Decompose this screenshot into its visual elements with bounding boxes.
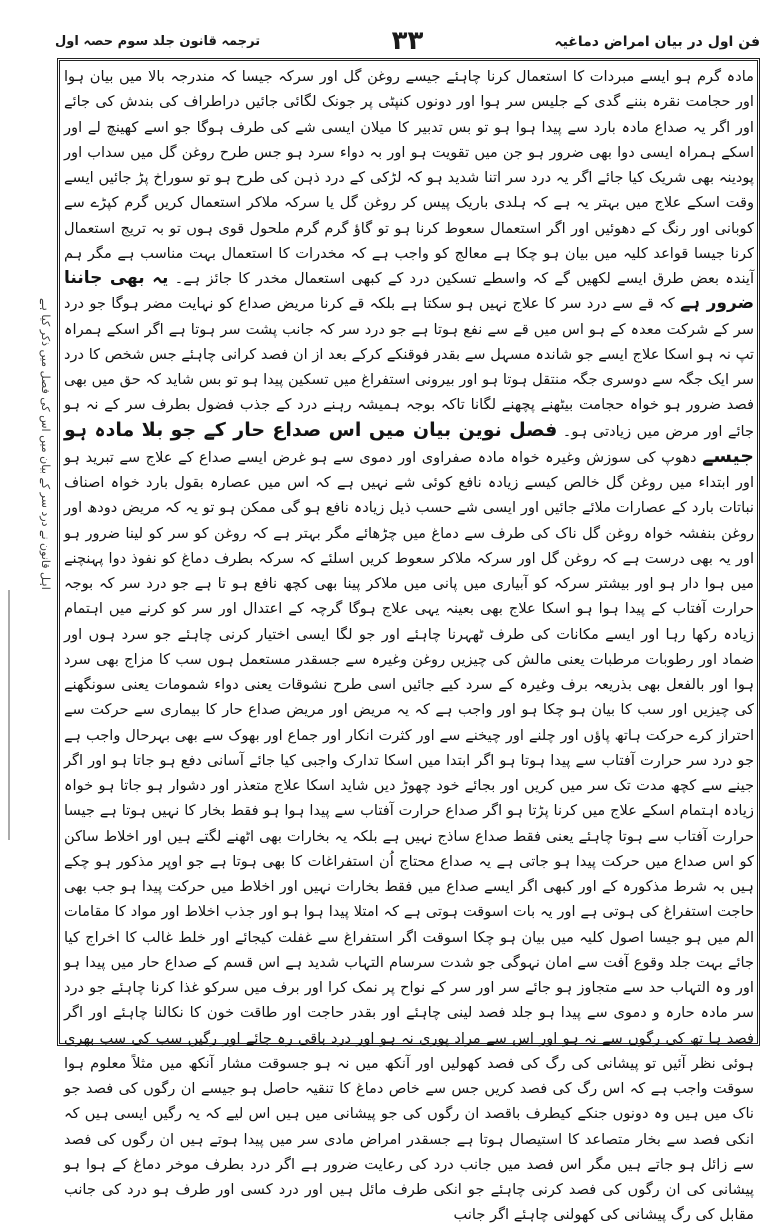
text-run: کہ قے سے درد سر کا علاج نہیں ہو سکتا ہے بلکہ قے کرنا مریض صداع کو نہایت مضر ہوگا جو درد سر کے شرکت معدہ کے ہو اس میں قے سے نفع ہوتا ہے جو درد سر کہ جانب پشت سر ہوتا ہے اگر اسکے ہمراہ تپ نہ ہو اسکا علاج ایسے جو شاندہ مسہل سے بقدر فوقنکے کرکے بعد از ان فصد کرانی چاہئے جس شخص کا درد سر ایک جگہ سے دوسری جگہ منتقل ہوتا ہو اور بیرونی استفراغ میں تسکین پیدا ہو تو بس شاید کہ حق میں بھی فصد ضرور ہو خواہ حجامت بیٹھنے پچھنے لگانا تاکہ بوجہ ہمیشہ رہنے درد کے جذب فضول بطرف سر کے نہ ہو جائے اور مرض میں زیادتی ہو۔: [64, 295, 754, 440]
page-header: [55, 26, 760, 56]
emphasis-phrase: یہ بھی جاننا ضرور ہے: [64, 268, 754, 314]
section-heading: فصل نوین بیان میں اس صداع حار کے جو بلا مادہ ہو جیسے: [64, 418, 754, 467]
page-number: ۳۳: [391, 26, 424, 56]
text-run: مادہ گرم ہو ایسے مبردات کا استعمال کرنا چاہئے جیسے روغن گل اور سرکہ جیسا کہ مندرجہ بالا میں بیان ہوا اور حجامت نقرہ بننے گدی کے جلیس سر ہوا اور دونوں کنپٹی پر جونک لگائی جائیں دراطراف کی بندش کی جائے اور اگر یہ صداع مادہ بارد سے پیدا ہوا ہو تو بس تدبیر کا میلان ایسی شے کی طرف ہوگا جو اسے کھینچ لے اور اسکے ہمراہ ایسی دوا بھی ضرور ہو جن میں تقویت ہو اور بہ دواء سرد ہو جس طرح روغن گل میں سداب اور پودینہ بھی شریک کیا جائے اگر یہ درد سر اتنا شدید ہو کہ لڑکی کے درد ذہن کی طرح ہو تو سوراخ پڑ جائیں ایسے وقت اسکے علاج میں بہتر یہ ہے کہ ہلدی باریک پیس کر روغن گل یا سرکہ ملاکر استعمال کریں گرم کپڑے سے کوبانی اور رنگ کے دھوئیں اور اگر استعمال سعوط کرنا ہو تو گاؤ گرم گرم ملحول قوی ہوں تو بہ تریج استعمال کرنا جیسا قواعد کلیہ میں بیان ہو چکا ہے معالج کو واجب ہے کہ مخدرات کا استعمال بہت مناسب ہے مگر ہم آیندہ بعض طرق ایسے لکھیں گے کہ واسطے تسکین درد کے کبھی استعمال مخدر کا جائز ہے۔: [64, 68, 755, 287]
margin-pencil-mark: [8, 590, 34, 840]
book-title: ترجمہ قانون جلد سوم حصہ اول: [55, 34, 261, 49]
paragraph: [64, 64, 754, 1228]
margin-handwritten-note: اہل قانون نے درد سر کے بیان میں اس کی فصل میں ذکر کیا ہے: [39, 298, 52, 590]
main-text-body: [64, 64, 755, 1224]
chapter-title: فن اول در بیان امراض دماغیہ: [554, 34, 760, 50]
text-run: دھوپ کی سوزش وغیرہ خواہ مادہ صفراوی اور دموی سے ہو غرض ایسے صداع کے علاج سے تبرید ہو اور ابتداء میں روغن گل خالص کیسے زیادہ نافع کوئی شے نہیں ہے کہ اس میں عصارہ بقول بارد خواہ اصناف نباتات بارد کے عصارات ملائے جائیں اور ایسی شے حسب ذیل زیادہ نافع ہو گی ممکن ہو تو یہ کہ مریض دودھ اور روغن بنفشہ خواہ روغن گل ناک کی طرف سے دماغ میں چڑھائے مگر بہتر ہے کہ روغن کو سر کو لینا ضرور ہو اور یہ بھی درست ہے کہ روغن گل اور سرکہ ملاکر سعوط کریں اسلئے کہ سرکہ بطرف دماغ کو نفوذ دوا پہنچنے میں ہوا دار ہو اور بیشتر سرکہ کو آبیاری میں پانی میں ملاکر پینا بھی کچھ نافع ہو تا ہے جو درد سر کہ بوجہ حرارت آفتاب کے پیدا ہوا ہو اسکا علاج بھی بعینہ یہی علاج ہوگا گرچہ کے اعتدال اور سر کو کرنے میں اہتمام زیادہ رکھا رہا اور ایسے مکانات کی طرف ٹھہرنا چاہئے اور جو لگا ایسی اختیار کرنی چاہئے جو سرد ہوں اور ضماد اور رطوبات مرطبات یعنی مالش کی چیزیں روغن وغیرہ سے جسقدر مستعمل ہوں سب کا مزاج بھی سرد ہوا اور بالفعل بھی بذریعہ برف وغیرہ کے سرد کیے جائیں اسی طرح نشوقات یعنی دواء شمومات یعنی سونگھنے کی چیزیں اور سب کا بیان ہو چکا ہو اور واجب ہے کہ یہ مریض اور مریض صداع حار کا بیماری سے حرکت سے احتراز کرے حرکت ہاتھ پاؤں اور چلنے اور چیخنے سے اور کثرت انکار اور جماع اور بھوک سے بھی بہرحال واجب ہے جو درد سر حرارت آفتاب سے پیدا ہوتا ہو اگر ابتدا میں اسکا تدارک واجبی کیا جائے آسانی دفع ہو جاتا ہو اور اگر جینے سے کچھ مدت تک سر میں کریں اور بجائے خود چھوڑ دیں شاید اسکا علاج متعذر اور دشوار ہو جاتا ہو خواہ زیادہ اہتمام اسکے علاج میں کرنا پڑتا ہو اگر صداع حرارت آفتاب سے پیدا ہوا ہو فقط بخار کا نہیں ہوتا ہے جیسا حرارت آفتاب سے ہوتا چاہئے یعنی فقط صداع ساذج نہیں ہے بلکہ یہ بخارات بھی اٹھنے لگتے ہیں اور اخلاط ساکن کو اس صداع میں حرکت پیدا ہو جاتی ہے یہ صداع محتاج اُن استفراغات کا بھی ہوتا ہے جو اوپر مذکور ہو چکے ہیں بہ شرط مذکورہ کے اور کبھی اگر ایسے صداع میں فقط بخارات نہیں اور اخلاط میں حرکت پیدا ہو جب بھی حاجت استفراغ کی ہوتی ہے اور یہ بات اسوقت ہوتی ہے کہ امتلا پیدا ہوا ہو اور جذب اخلاط اور مواد کا مقامات الم میں ہو جیسا اصول کلیہ میں بیان ہو چکا اسوقت اگر استفراغ سے غفلت کیجائے اور خلط غالب کا اخراج کیا جائے بہت جلد وقوع آفت سے امان نہوگی جو شدت سرسام التہاب شدید ہے اس قسم کے صداع حار میں پیدا ہو اور وہ التہاب حد سے متجاوز ہو جائے سر اور سر کے نواح پر نمک کرا اور برف میں سرکو غذا کرنا چاہئے جو درد سر مادہ حارہ و دموی سے پیدا ہو جلد فصد لینی چاہئے اور بقدر حاجت اور طاقت خون کا نکالنا چاہئے اور اگر فصد ہا تھ کی رگوں سے نہ ہو اور اس سے مراد پوری نہ ہو اور درد باقی رہ جائے اور رگیں سب کی سب بھری ہوئی نظر آئیں تو پیشانی کی رگ کی فصد کھولیں اور آنکھ میں نہ ہو جسوقت مشار آنکھ میں مثلاً معلوم ہوا سوقت واجب ہے کہ اس رگ کی فصد کریں جس سے خاص دماغ کا تنقیہ حاصل ہو جیسے ان رگوں کی فصد جو ناک میں ہیں وہ دونوں جنکے کیطرف باقصد ان رگوں کی جو پیشانی میں ہیں اس لیے کہ یہ رگیں ایسی ہیں کہ انکی فصد سے بخار متصاعد کا استیصال ہوتا ہے جسقدر امراض مادی سر میں پیدا ہوتے ہیں ان رگوں کی فصد سے زائل ہو جاتے ہیں مگر اس فصد میں جانب درد کی رعایت ضرور ہے اگر درد بطرف موخر دماغ کے ہوا ہو پیشانی کی ان رگوں کی فصد کرنی چاہئے جو انکی طرف مائل ہیں اور درد کسی اور طرف ہو درد کی جانب مقابل کی رگ پیشانی کی کھولنی چاہئے اگر جانب: [64, 448, 754, 1224]
